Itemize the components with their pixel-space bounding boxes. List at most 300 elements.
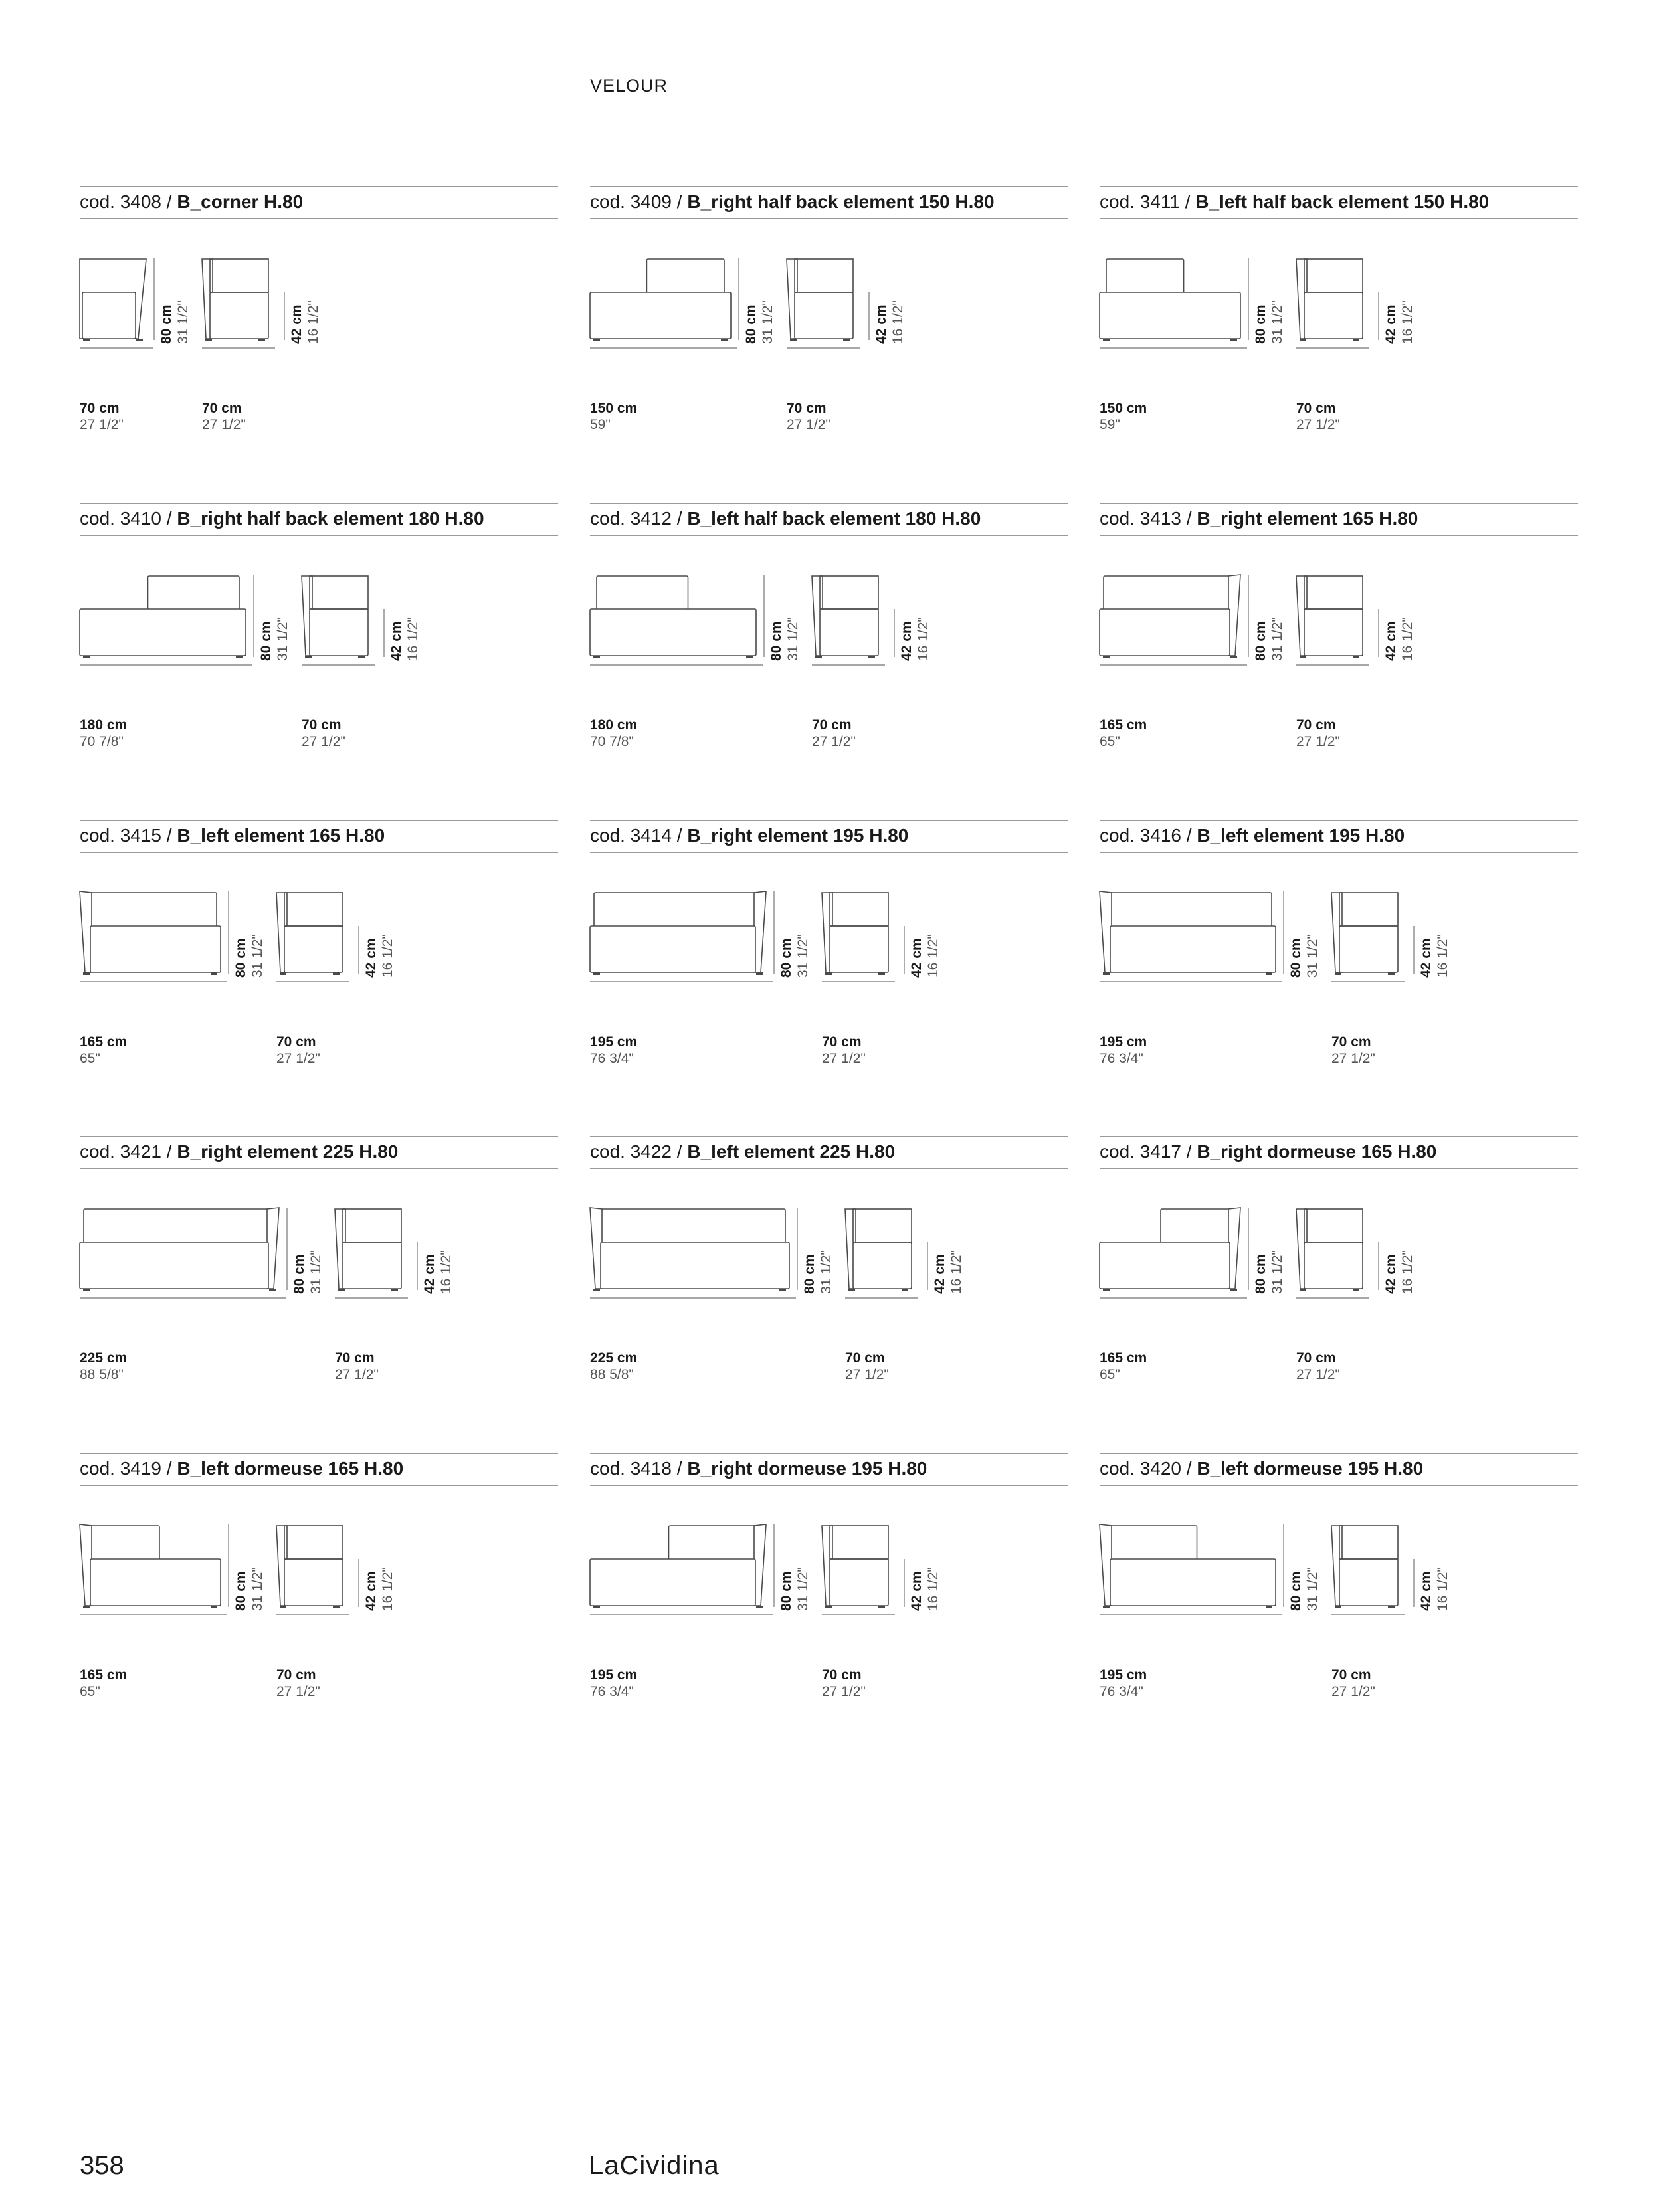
seat-height-label-cm: 42 cm [932, 1254, 947, 1294]
sofa-back [1104, 576, 1236, 612]
front-elevation [1100, 239, 1578, 399]
sofa-foot [83, 656, 90, 658]
sofa-foot [269, 1289, 276, 1291]
width-label [590, 1034, 637, 1067]
depth-label [1296, 1350, 1340, 1383]
width-label [80, 1034, 127, 1067]
seat-height-label [931, 1250, 965, 1294]
sofa-seat [1100, 1242, 1230, 1289]
product-code: cod. 3418 / [590, 1458, 688, 1479]
width-label-cm: 195 cm [590, 1034, 638, 1050]
seat-height-label [873, 300, 906, 344]
divider [1100, 1168, 1578, 1169]
sofa-foot [1300, 339, 1306, 341]
sofa-foot [593, 972, 600, 975]
sofa-foot [1388, 1606, 1395, 1608]
divider [80, 820, 558, 821]
depth-label [276, 1034, 320, 1067]
seat-height-label-inch: 16 1/2" [306, 300, 321, 344]
sofa-foot [756, 1606, 763, 1608]
product-cell [590, 186, 1068, 498]
seat-height-label-inch: 16 1/2" [1400, 300, 1415, 344]
side-cushion [1304, 576, 1363, 609]
seat-height-label [1383, 617, 1416, 661]
product-cell [590, 1136, 1068, 1448]
sofa-foot [1103, 1289, 1110, 1291]
side-seat [1304, 1242, 1363, 1289]
divider [1100, 820, 1578, 821]
product-name: B_right element 165 H.80 [1197, 508, 1418, 529]
width-label-inch: 65" [1100, 1367, 1120, 1382]
product-title [590, 1141, 895, 1162]
seat-height-label-cm: 42 cm [1383, 304, 1399, 344]
divider [590, 820, 1068, 821]
sofa-foot [1103, 656, 1110, 658]
sofa-back [89, 1526, 159, 1562]
width-label-cm: 165 cm [80, 1034, 128, 1050]
height-label-cm: 80 cm [769, 621, 784, 661]
height-label-cm: 80 cm [1288, 938, 1304, 978]
height-label-cm: 80 cm [1253, 621, 1268, 661]
width-label [80, 1350, 127, 1383]
width-label-cm: 195 cm [590, 1667, 638, 1683]
sofa-foot [878, 1606, 885, 1608]
depth-label [202, 400, 246, 433]
depth-label-inch: 27 1/2" [822, 1684, 866, 1699]
height-label-cm: 80 cm [802, 1254, 817, 1294]
seat-height-label-inch: 16 1/2" [1435, 934, 1450, 978]
seat-height-label-cm: 42 cm [1418, 1571, 1434, 1611]
height-label-cm: 80 cm [743, 304, 759, 344]
height-label [291, 1250, 324, 1294]
divider [590, 186, 1068, 187]
depth-label [276, 1667, 320, 1700]
height-label [233, 934, 266, 978]
product-drawing [1100, 1189, 1578, 1348]
product-title [590, 508, 981, 529]
divider [80, 186, 558, 187]
depth-label-inch: 27 1/2" [1331, 1684, 1375, 1699]
product-title [590, 825, 908, 846]
width-label [590, 400, 637, 433]
divider [1100, 503, 1578, 504]
sofa-foot [1335, 972, 1341, 975]
depth-label [1296, 400, 1340, 433]
height-label-inch: 31 1/2" [275, 617, 290, 661]
width-label [590, 1350, 637, 1383]
product-cell [80, 820, 558, 1132]
divider [1100, 186, 1578, 187]
height-label-inch: 31 1/2" [795, 1567, 811, 1611]
height-label [258, 617, 291, 661]
depth-label-cm: 70 cm [1296, 1350, 1336, 1366]
height-label-inch: 31 1/2" [760, 300, 775, 344]
product-code: cod. 3421 / [80, 1141, 177, 1162]
depth-label-inch: 27 1/2" [822, 1051, 866, 1066]
height-label [1252, 617, 1286, 661]
depth-label-cm: 70 cm [812, 717, 852, 733]
seat-height-label [1383, 1250, 1416, 1294]
product-title [1100, 508, 1418, 529]
sofa-foot [593, 1606, 600, 1608]
sofa-foot [721, 339, 728, 341]
sofa-foot [83, 1606, 90, 1608]
product-code: cod. 3419 / [80, 1458, 177, 1479]
side-seat [310, 609, 368, 656]
product-title [1100, 1141, 1436, 1162]
front-elevation [590, 239, 1068, 399]
sofa-foot [1300, 656, 1306, 658]
seat-height-label [1383, 300, 1416, 344]
side-seat [853, 1242, 912, 1289]
depth-label-inch: 27 1/2" [202, 417, 246, 432]
width-label-cm: 165 cm [1100, 1350, 1147, 1366]
height-label-inch: 31 1/2" [308, 1250, 324, 1294]
depth-label [787, 400, 830, 433]
height-label-cm: 80 cm [779, 938, 794, 978]
sofa-back [1106, 259, 1184, 296]
width-label-cm: 180 cm [590, 717, 638, 733]
sofa-foot [825, 972, 832, 975]
product-title [1100, 191, 1489, 213]
sofa-foot [1300, 1289, 1306, 1291]
front-elevation [1100, 873, 1578, 1032]
depth-label-inch: 27 1/2" [302, 734, 345, 749]
depth-label-inch: 27 1/2" [1296, 417, 1340, 432]
side-cushion [1339, 893, 1398, 926]
seat-height-label [908, 1567, 941, 1611]
product-cell [1100, 820, 1578, 1132]
depth-label [812, 717, 856, 750]
product-name: B_corner H.80 [177, 191, 304, 212]
sofa-seat [1100, 292, 1240, 339]
sofa-seat [601, 1242, 789, 1289]
front-elevation [590, 873, 1068, 1032]
side-cushion [284, 1526, 343, 1559]
product-name: B_right element 195 H.80 [687, 825, 909, 846]
depth-label-cm: 70 cm [787, 401, 827, 416]
sofa-foot [83, 1289, 90, 1291]
sofa-foot [136, 339, 143, 341]
sofa-foot [258, 339, 265, 341]
width-label-inch: 76 3/4" [1100, 1051, 1143, 1066]
side-seat [210, 292, 268, 339]
product-name: B_right half back element 150 H.80 [687, 191, 995, 212]
product-drawing [80, 873, 558, 1032]
divider [80, 1136, 558, 1137]
seat-height-label-inch: 16 1/2" [380, 1567, 395, 1611]
height-label-cm: 80 cm [159, 304, 174, 344]
product-title [80, 508, 484, 529]
seat-height-label-cm: 42 cm [1383, 621, 1399, 661]
height-label [743, 300, 776, 344]
width-label-cm: 165 cm [1100, 717, 1147, 733]
product-cell [1100, 503, 1578, 815]
divider [1100, 1453, 1578, 1454]
height-label-inch: 31 1/2" [1270, 617, 1285, 661]
height-label-cm: 80 cm [1253, 1254, 1268, 1294]
depth-label-cm: 70 cm [276, 1667, 316, 1683]
divider [80, 503, 558, 504]
product-title [80, 1141, 398, 1162]
product-name: B_right half back element 180 H.80 [177, 508, 484, 529]
seat-height-label-inch: 16 1/2" [926, 934, 941, 978]
product-title [1100, 825, 1405, 846]
sofa-foot [1388, 972, 1395, 975]
sofa-back [1161, 1209, 1231, 1245]
divider [590, 852, 1068, 853]
product-code: cod. 3420 / [1100, 1458, 1197, 1479]
divider [1100, 1136, 1578, 1137]
sofa-foot [1353, 339, 1359, 341]
sofa-foot [391, 1289, 398, 1291]
seat-height-label-cm: 42 cm [363, 938, 379, 978]
sofa-foot [333, 972, 340, 975]
depth-label-inch: 27 1/2" [1331, 1051, 1375, 1066]
sofa-back [669, 1526, 757, 1562]
side-seat [795, 292, 853, 339]
product-drawing [590, 1506, 1068, 1665]
front-elevation [80, 873, 558, 1032]
sofa-foot [1353, 1289, 1359, 1291]
side-seat [1339, 1559, 1398, 1606]
seat-height-label-cm: 42 cm [389, 621, 404, 661]
side-cushion [1304, 259, 1363, 292]
height-label [158, 300, 191, 344]
sofa-foot [746, 656, 753, 658]
width-label [1100, 1350, 1147, 1383]
height-label [1288, 934, 1321, 978]
product-name: B_right dormeuse 195 H.80 [687, 1458, 927, 1479]
sofa-foot [593, 339, 600, 341]
side-cushion [830, 893, 888, 926]
depth-label-inch: 27 1/2" [1296, 1367, 1340, 1382]
side-cushion [795, 259, 853, 292]
product-name: B_left dormeuse 195 H.80 [1197, 1458, 1424, 1479]
side-cushion [310, 576, 368, 609]
width-label-inch: 27 1/2" [80, 417, 124, 432]
seat-height-label-inch: 16 1/2" [380, 934, 395, 978]
seat-height-label-inch: 16 1/2" [949, 1250, 964, 1294]
depth-label-inch: 27 1/2" [335, 1367, 379, 1382]
sofa-seat [590, 292, 731, 339]
height-label-inch: 31 1/2" [250, 934, 265, 978]
depth-label [302, 717, 345, 750]
sofa-foot [358, 656, 365, 658]
sofa-foot [305, 656, 312, 658]
width-label-inch: 76 3/4" [1100, 1684, 1143, 1699]
sofa-foot [205, 339, 212, 341]
height-label-inch: 31 1/2" [1270, 1250, 1285, 1294]
product-drawing [80, 556, 558, 715]
sofa-foot [1230, 656, 1237, 658]
seat-height-label-cm: 42 cm [1418, 938, 1434, 978]
depth-label-inch: 27 1/2" [276, 1051, 320, 1066]
depth-label-cm: 70 cm [1296, 401, 1336, 416]
divider [590, 535, 1068, 536]
sofa-foot [280, 972, 286, 975]
sofa-foot [848, 1289, 855, 1291]
sofa-back [597, 576, 688, 612]
front-elevation [590, 556, 1068, 715]
width-label-inch: 70 7/8" [80, 734, 124, 749]
seat-height-label-inch: 16 1/2" [405, 617, 421, 661]
height-label-inch: 31 1/2" [1270, 300, 1285, 344]
side-seat [343, 1242, 401, 1289]
product-cell [590, 1453, 1068, 1765]
width-label [1100, 1034, 1147, 1067]
sofa-seat [90, 1559, 221, 1606]
front-elevation [80, 556, 558, 715]
front-elevation [1100, 556, 1578, 715]
side-seat [830, 926, 888, 972]
sofa-seat [80, 1242, 268, 1289]
seat-height-label-cm: 42 cm [874, 304, 889, 344]
product-code: cod. 3416 / [1100, 825, 1197, 846]
product-title [590, 1458, 927, 1479]
width-label-inch: 76 3/4" [590, 1051, 634, 1066]
sofa-foot [902, 1289, 908, 1291]
width-label-inch: 88 5/8" [80, 1367, 124, 1382]
divider [590, 1136, 1068, 1137]
seat-height-label-inch: 16 1/2" [1400, 617, 1415, 661]
height-label [1252, 300, 1286, 344]
depth-label-cm: 70 cm [1331, 1667, 1371, 1683]
sofa-foot [333, 1606, 340, 1608]
width-label-cm: 150 cm [590, 401, 638, 416]
seat-height-label [288, 300, 322, 344]
depth-label-cm: 70 cm [302, 717, 342, 733]
sofa-foot [83, 972, 90, 975]
side-cushion [830, 1526, 888, 1559]
sofa-foot [779, 1289, 786, 1291]
divider [590, 1168, 1068, 1169]
side-cushion [210, 259, 268, 292]
sofa-back [594, 893, 762, 929]
seat-height-label [1418, 1567, 1451, 1611]
depth-label [845, 1350, 889, 1383]
divider [80, 218, 558, 219]
seat-height-label [908, 934, 941, 978]
product-code: cod. 3412 / [590, 508, 688, 529]
side-cushion [820, 576, 878, 609]
width-label-inch: 59" [1100, 417, 1120, 432]
width-label-inch: 59" [590, 417, 611, 432]
height-label-cm: 80 cm [258, 621, 274, 661]
depth-label [1331, 1034, 1375, 1067]
sofa-seat [80, 609, 246, 656]
height-label [801, 1250, 834, 1294]
sofa-foot [878, 972, 885, 975]
product-name: B_left element 165 H.80 [177, 825, 385, 846]
width-label-inch: 88 5/8" [590, 1367, 634, 1382]
height-label [1252, 1250, 1286, 1294]
side-seat [1339, 926, 1398, 972]
product-drawing [1100, 556, 1578, 715]
divider [590, 503, 1068, 504]
width-label [1100, 400, 1147, 433]
seat-height-label-inch: 16 1/2" [916, 617, 931, 661]
height-label-cm: 80 cm [1253, 304, 1268, 344]
front-elevation [80, 1506, 558, 1665]
seat-height-label-cm: 42 cm [1383, 1254, 1399, 1294]
side-seat [1304, 609, 1363, 656]
depth-label [1331, 1667, 1375, 1700]
product-cell [80, 186, 558, 498]
height-label [1288, 1567, 1321, 1611]
product-name: B_right element 225 H.80 [177, 1141, 399, 1162]
height-label-cm: 80 cm [233, 938, 248, 978]
height-label [778, 1567, 811, 1611]
depth-label-inch: 27 1/2" [845, 1367, 889, 1382]
height-label [233, 1567, 266, 1611]
seat-height-label-inch: 16 1/2" [926, 1567, 941, 1611]
height-label-cm: 80 cm [779, 1571, 794, 1611]
sofa-seat [82, 292, 136, 339]
seat-height-label [421, 1250, 454, 1294]
sofa-seat [590, 609, 756, 656]
sofa-back [1104, 893, 1272, 929]
side-seat [284, 1559, 343, 1606]
sofa-foot [843, 339, 850, 341]
product-cell [80, 1453, 558, 1765]
product-name: B_left dormeuse 165 H.80 [177, 1458, 404, 1479]
seat-height-label-inch: 16 1/2" [1435, 1567, 1450, 1611]
seat-height-label-inch: 16 1/2" [439, 1250, 454, 1294]
sofa-back [646, 259, 724, 296]
sofa-back [594, 1209, 785, 1245]
divider [590, 1453, 1068, 1454]
product-name: B_left element 195 H.80 [1197, 825, 1405, 846]
sofa-foot [825, 1606, 832, 1608]
width-label [80, 717, 127, 750]
sofa-foot [1103, 339, 1110, 341]
seat-height-label [388, 617, 421, 661]
product-drawing [80, 1506, 558, 1665]
product-code: cod. 3411 / [1100, 191, 1196, 212]
product-drawing [1100, 239, 1578, 399]
product-code: cod. 3410 / [80, 508, 177, 529]
sofa-foot [211, 1606, 217, 1608]
side-cushion [343, 1209, 401, 1242]
divider [80, 1485, 558, 1486]
depth-label-inch: 27 1/2" [812, 734, 856, 749]
product-cell [80, 503, 558, 815]
sofa-foot [756, 972, 763, 975]
seat-height-label-cm: 42 cm [899, 621, 914, 661]
product-code: cod. 3414 / [590, 825, 688, 846]
depth-label [822, 1667, 866, 1700]
side-cushion [1339, 1526, 1398, 1559]
width-label-cm: 150 cm [1100, 401, 1147, 416]
product-name: B_right dormeuse 165 H.80 [1197, 1141, 1437, 1162]
side-cushion [1304, 1209, 1363, 1242]
depth-label [822, 1034, 866, 1067]
width-label-cm: 165 cm [80, 1667, 128, 1683]
product-title [590, 191, 995, 213]
sofa-foot [1266, 972, 1272, 975]
height-label-inch: 31 1/2" [175, 300, 191, 344]
product-title [80, 191, 303, 213]
width-label-cm: 70 cm [80, 401, 120, 416]
width-label [590, 1667, 637, 1700]
product-title [1100, 1458, 1423, 1479]
width-label-inch: 65" [80, 1684, 100, 1699]
height-label-cm: 80 cm [1288, 1571, 1304, 1611]
product-cell [1100, 1453, 1578, 1765]
seat-height-label-cm: 42 cm [289, 304, 304, 344]
width-label-cm: 195 cm [1100, 1034, 1147, 1050]
